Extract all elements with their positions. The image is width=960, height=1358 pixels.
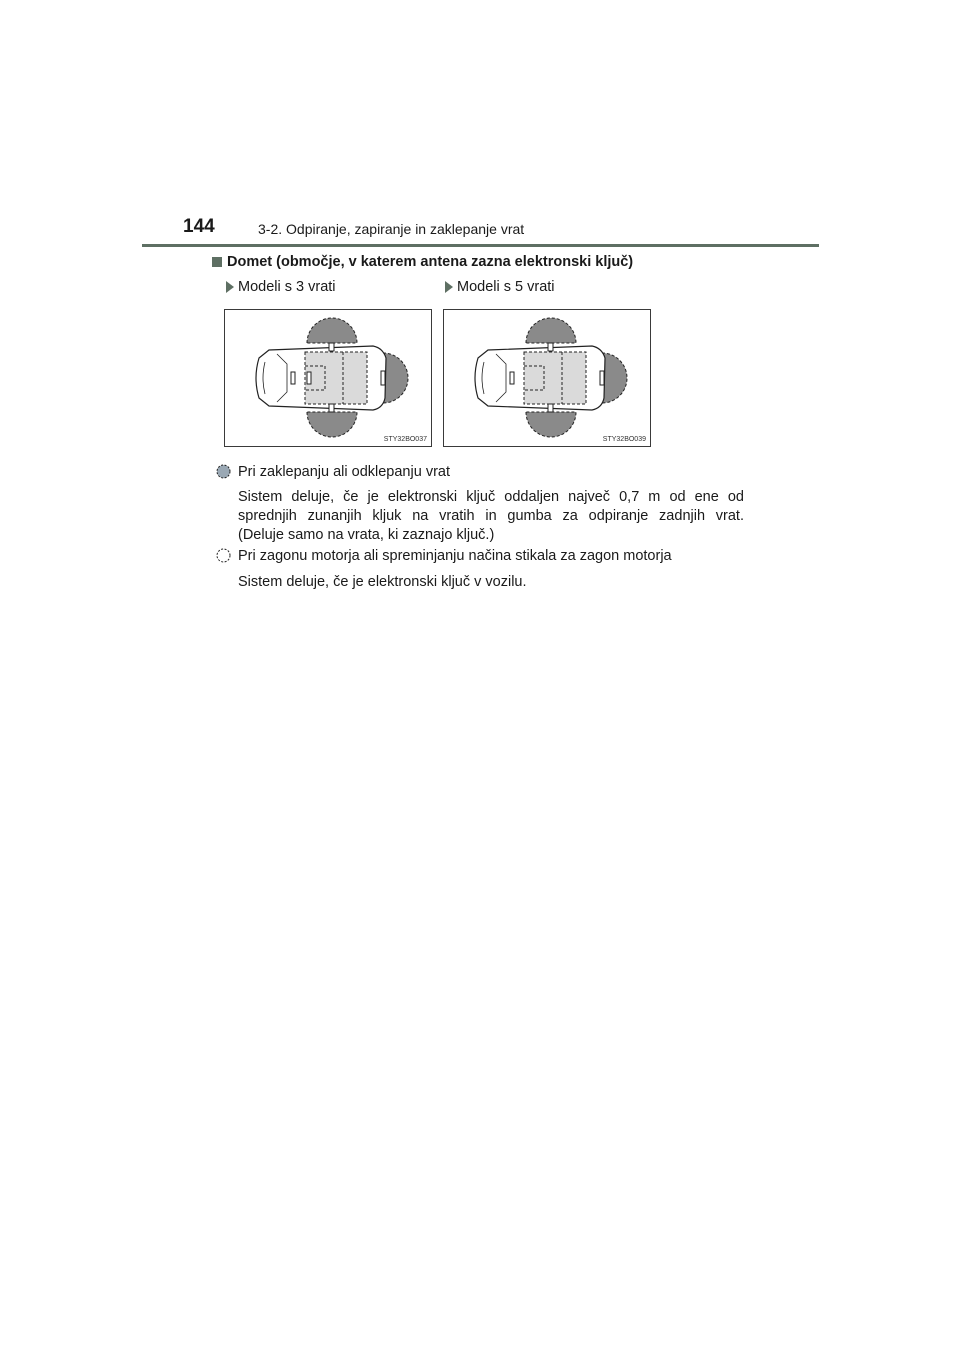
figure-label-text: Modeli s 3 vrati xyxy=(238,279,336,295)
figure-label-5-door xyxy=(445,279,555,295)
heading-text: Domet (območje, v katerem antena zazna elektronski ključ) xyxy=(227,254,634,270)
legend-item-description xyxy=(238,488,744,545)
description-line: Sistem deluje, če je elektronski ključ oddaljen največ 0,7 m od ene od xyxy=(238,489,744,505)
legend-item-title: Pri zagonu motorja ali spreminjanju načina stikala za zagon motorja xyxy=(238,548,672,564)
triangle-bullet-icon xyxy=(445,281,453,293)
figure-code: STY32BO039 xyxy=(602,436,646,443)
section-title: 3-2. Odpiranje, zapiranje in zaklepanje vrat xyxy=(258,221,525,237)
legend-item-title: Pri zaklepanju ali odklepanju vrat xyxy=(238,464,450,480)
square-bullet-icon xyxy=(212,257,222,267)
figure-code: STY32BO037 xyxy=(383,436,427,443)
figure-5-door xyxy=(443,309,651,447)
empty-dashed-circle-icon xyxy=(216,548,231,563)
legend-item-description xyxy=(238,573,744,592)
shaded-dashed-circle-icon xyxy=(216,464,231,479)
figure-3-door xyxy=(224,309,432,447)
figure-label-3-door xyxy=(226,279,336,295)
section-heading xyxy=(212,254,633,270)
triangle-bullet-icon xyxy=(226,281,234,293)
car-range-diagram xyxy=(444,310,650,446)
figure-label-text: Modeli s 5 vrati xyxy=(457,279,555,295)
description-line: (Deluje samo na vrata, ki zaznajo ključ.) xyxy=(238,527,495,543)
page-number: 144 xyxy=(183,216,215,237)
header-rule xyxy=(142,244,819,247)
description-line: sprednjih zunanjih kljuk na vratih in gumba za odpiranje zadnjih vrat. xyxy=(238,508,744,524)
description-line: Sistem deluje, če je elektronski ključ v vozilu. xyxy=(238,574,527,590)
car-range-diagram xyxy=(225,310,431,446)
